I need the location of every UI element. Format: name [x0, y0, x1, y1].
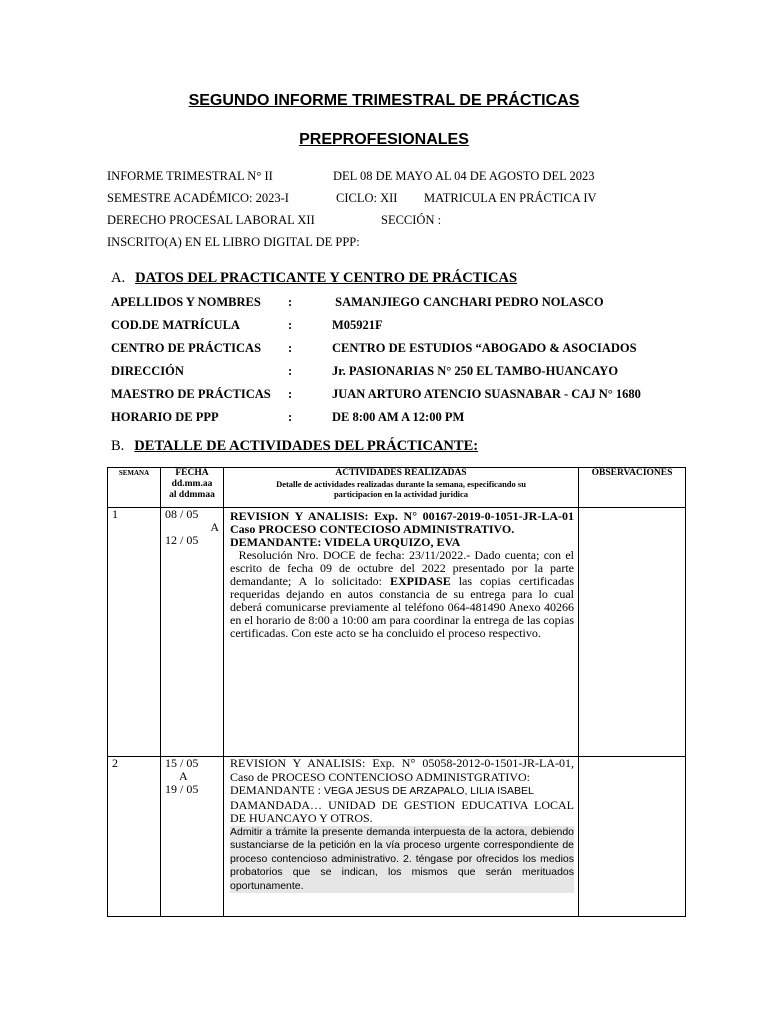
- fecha-from: 15 / 05: [165, 756, 199, 770]
- section-a-letter: A.: [111, 270, 126, 286]
- ciclo: CICLO: XII: [336, 191, 398, 205]
- fecha-a: A: [210, 520, 219, 534]
- header-fecha-line: FECHA: [175, 468, 209, 478]
- fecha-to: 19 / 05: [165, 782, 199, 796]
- datos-label: HORARIO DE PPP: [111, 410, 219, 424]
- activities-table: [107, 467, 686, 917]
- datos-sep: :: [288, 318, 293, 332]
- datos-label: APELLIDOS Y NOMBRES: [111, 295, 261, 309]
- datos-sep: :: [288, 295, 293, 309]
- activity-body: [230, 548, 578, 640]
- activity-demandante: DEMANDANTE: VIDELA URQUIZO, EVA: [230, 535, 461, 549]
- demandante-label: DEMANDANTE :: [230, 783, 324, 797]
- datos-label: COD.DE MATRÍCULA: [111, 318, 240, 332]
- datos-value: DE 8:00 AM A 12:00 PM: [332, 410, 465, 424]
- datos-sep: :: [288, 387, 293, 401]
- header-observaciones: OBSERVACIONES: [579, 468, 686, 508]
- body-text: las copias certificadas requeridas dejando en autos constancia de su entrega para lo cual deberá comunicarse previamente al teléfono 064-481490 Anexo 40266 en el horario de 8:00 a 10:00 am para coordinar la entrega de las copias certificadas. Con este acto se ha concluido el proceso respectivo.: [230, 574, 578, 640]
- datos-value: SAMANJIEGO CANCHARI PEDRO NOLASCO: [332, 295, 604, 309]
- header-actividades-desc: Detalle de actividades realizadas durante la semana, especificando su: [276, 479, 526, 489]
- inscrito: INSCRITO(A) EN EL LIBRO DIGITAL DE PPP:: [107, 235, 360, 249]
- body-bold: EXPIDASE: [390, 574, 451, 588]
- datos-value: JUAN ARTURO ATENCIO SUASNABAR - CAJ N° 1680: [332, 387, 641, 401]
- informe-number: INFORME TRIMESTRAL N° II: [107, 169, 273, 183]
- datos-label: DIRECCIÓN: [111, 364, 184, 378]
- activity-heading: REVISION Y ANALISIS: Exp. N° 00167-2019-0-1051-JR-LA-01 Caso PROCESO CONTECIOSO ADMINISTRATIVO.: [230, 509, 574, 536]
- header-semana: SEMANA: [108, 468, 161, 508]
- demandante-value: VEGA JESUS DE ARZAPALO, LILIA ISABEL: [324, 785, 534, 797]
- table-row: [108, 757, 686, 917]
- row-semana: 1: [108, 508, 161, 757]
- header-actividades-title: ACTIVIDADES REALIZADAS: [335, 468, 467, 478]
- row-observaciones: [579, 508, 686, 757]
- document-title: SEGUNDO INFORME TRIMESTRAL DE PRÁCTICAS: [188, 92, 580, 109]
- datos-value: Jr. PASIONARIAS N° 250 EL TAMBO-HUANCAYO: [332, 364, 619, 378]
- matricula: MATRICULA EN PRÁCTICA IV: [424, 191, 597, 205]
- informe-period: DEL 08 DE MAYO AL 04 DE AGOSTO DEL 2023: [333, 169, 595, 183]
- section-b-title: DETALLE DE ACTIVIDADES DEL PRÁCTICANTE:: [134, 438, 479, 454]
- curso: DERECHO PROCESAL LABORAL XII: [107, 213, 315, 227]
- fecha-a: A: [179, 769, 188, 783]
- header-fecha-line: dd.mm.aa: [171, 479, 213, 489]
- activity-demandada: DAMANDADA… UNIDAD DE GESTION EDUCATIVA LOCAL DE HUANCAYO Y OTROS.: [230, 797, 574, 825]
- datos-value: CENTRO DE ESTUDIOS “ABOGADO & ASOCIADOS: [332, 341, 637, 355]
- datos-sep: :: [288, 364, 293, 378]
- table-row: [108, 508, 686, 757]
- section-b-heading: [111, 438, 478, 455]
- header-actividades-desc: participacion en la actividad juridica: [333, 489, 469, 499]
- row-fecha: [161, 508, 224, 757]
- datos-sep: :: [288, 341, 293, 355]
- header-fecha: [161, 468, 224, 508]
- document-subtitle: PREPROFESIONALES: [299, 131, 469, 148]
- section-a-heading: [111, 270, 517, 287]
- semestre: SEMESTRE ACADÉMICO: 2023-I: [107, 191, 289, 205]
- fecha-from: 08 / 05: [165, 507, 199, 521]
- section-a-title: DATOS DEL PRACTICANTE Y CENTRO DE PRÁCTICAS: [135, 270, 518, 286]
- datos-label: CENTRO DE PRÁCTICAS: [111, 341, 262, 355]
- activity-demandante: [230, 784, 574, 799]
- header-actividades: [224, 468, 579, 508]
- row-fecha: [161, 757, 224, 917]
- activity-resolution: Admitir a trámite la presente demanda interpuesta de la actora, debiendo sustanciarse de la petición en la vía proceso urgente correspondiente de proceso contencioso administrativo. 2. téngase por ofrecidos los medios probatorios que se indican, los mismos que serán merituados oportunamente.: [230, 825, 574, 892]
- header-fecha-line: al ddmmaa: [169, 490, 215, 500]
- activity-line1: REVISION Y ANALISIS: Exp. N° 05058-2012-0-1501-JR-LA-01, Caso de PROCESO CONTENCIOSO ADMINISTGRATIVO:: [230, 756, 574, 784]
- table-header-row: [108, 468, 686, 508]
- row-actividades: [224, 508, 579, 757]
- datos-value: M05921F: [332, 318, 383, 332]
- datos-label: MAESTRO DE PRÁCTICAS: [111, 387, 271, 401]
- row-observaciones: [579, 757, 686, 917]
- seccion: SECCIÓN :: [381, 213, 442, 227]
- fecha-to: 12 / 05: [165, 533, 199, 547]
- body-text: Resolución Nro. DOCE de fecha: 23/11/2022.- Dado cuenta; con el escrito de fecha 09 de octubre del 2022 presentado por la parte demandante; A lo solicitado:: [230, 548, 578, 588]
- section-b-letter: B.: [111, 438, 125, 454]
- row-actividades: [224, 757, 579, 917]
- datos-sep: :: [288, 410, 293, 424]
- row-semana: 2: [108, 757, 161, 917]
